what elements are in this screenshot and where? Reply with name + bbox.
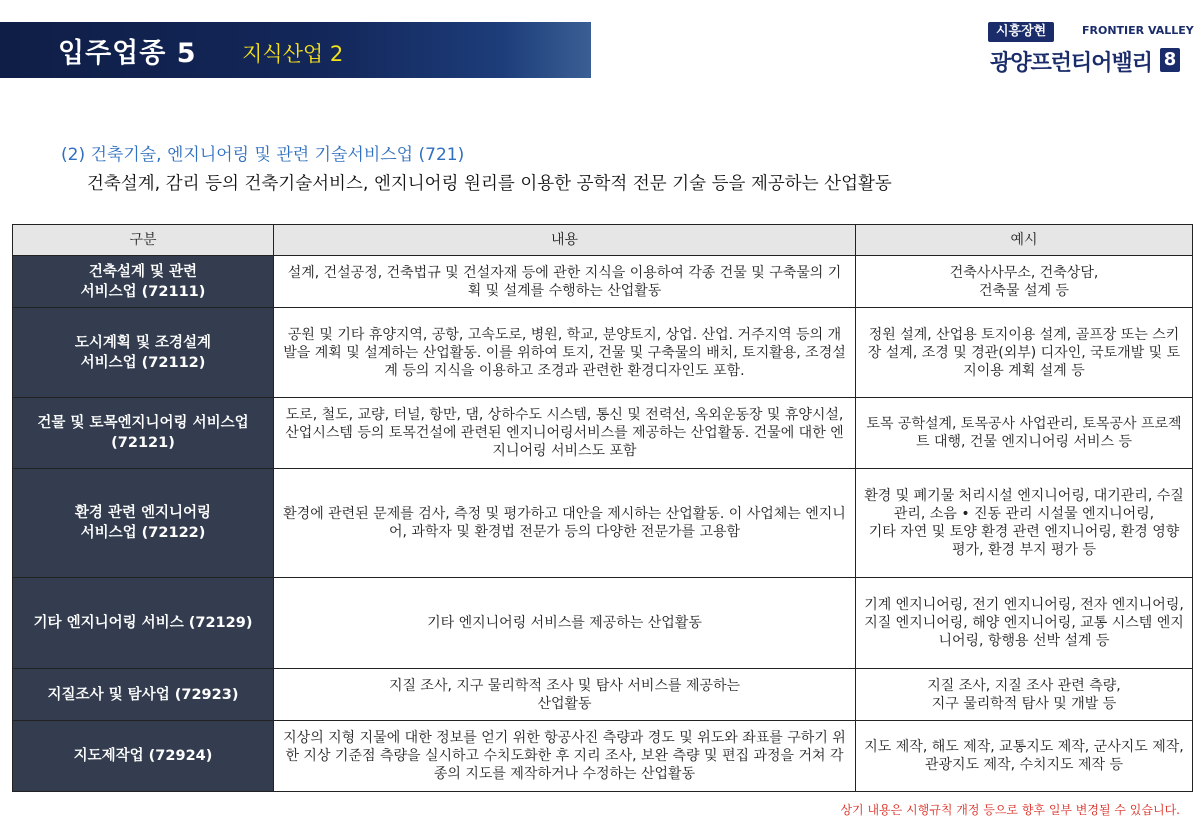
industry-table — [12, 224, 1193, 792]
table-row — [13, 398, 1193, 469]
row-category: 지질조사 및 탐사업 (72923) — [13, 669, 274, 721]
table-row — [13, 669, 1193, 721]
footer-note: 상기 내용은 시행규칙 개정 등으로 향후 일부 변경될 수 있습니다. — [840, 803, 1180, 817]
logo-korean-name: 광양프런티어밸리 — [990, 51, 1153, 76]
row-category: 도시계획 및 조경설계 서비스업 (72112) — [13, 308, 274, 398]
table-row — [13, 721, 1193, 792]
logo-english-name: FRONTIER VALLEY — [1082, 24, 1194, 37]
row-content: 지상의 지형 지물에 대한 정보를 얻기 위한 항공사진 측량과 경도 및 위도와 좌표를 구하기 위한 지상 기준점 측량을 실시하고 수치도화한 후 지리 조사, 보완 측량 및 편집 과정을 거쳐 각종의 지도를 제작하거나 수정하는 산업활동 — [274, 721, 856, 792]
row-example: 지도 제작, 해도 제작, 교통지도 제작, 군사지도 제작, 관광지도 제작, 수치지도 제작 등 — [856, 721, 1193, 792]
header-banner — [0, 22, 591, 78]
row-category: 환경 관련 엔지니어링 서비스업 (72122) — [13, 469, 274, 578]
header-content: 내용 — [274, 225, 856, 256]
table-row — [13, 256, 1193, 308]
row-example: 건축사사무소, 건축상담, 건축물 설계 등 — [856, 256, 1193, 308]
row-content: 설계, 건설공정, 건축법규 및 건설자재 등에 관한 지식을 이용하여 각종 건물 및 구축물의 기획 및 설계를 수행하는 산업활동 — [274, 256, 856, 308]
header-category: 구분 — [13, 225, 274, 256]
page-title: 입주업종 5 — [58, 38, 197, 69]
page-subtitle: 지식산업 2 — [242, 42, 344, 66]
row-category: 건물 및 토목엔지니어링 서비스업 (72121) — [13, 398, 274, 469]
row-example: 토목 공학설계, 토목공사 사업관리, 토목공사 프로젝트 대행, 건물 엔지니어링 서비스 등 — [856, 398, 1193, 469]
table-header-row — [13, 225, 1193, 256]
logo-number: 8 — [1160, 48, 1180, 72]
row-category: 기타 엔지니어링 서비스 (72129) — [13, 578, 274, 669]
row-example: 정원 설계, 산업용 토지이용 설계, 골프장 또는 스키장 설계, 조경 및 경관(외부) 디자인, 국토개발 및 토지이용 계획 설계 등 — [856, 308, 1193, 398]
row-category: 건축설계 및 관련 서비스업 (72111) — [13, 256, 274, 308]
frontier-valley-logo — [988, 22, 1194, 76]
table-row — [13, 469, 1193, 578]
section-title: (2) 건축기술, 엔지니어링 및 관련 기술서비스업 (721) — [61, 145, 465, 165]
row-example: 환경 및 폐기물 처리시설 엔지니어링, 대기관리, 수질 관리, 소음 • 진동 관리 시설물 엔지니어링, 기타 자연 및 토양 환경 관련 엔지니어링, 환경 영향 평가, 환경 부지 평가 등 — [856, 469, 1193, 578]
row-category: 지도제작업 (72924) — [13, 721, 274, 792]
row-content: 도로, 철도, 교량, 터널, 항만, 댐, 상하수도 시스템, 통신 및 전력선, 옥외운동장 및 휴양시설, 산업시스템 등의 토목건설에 관련된 엔지니어링서비스를 제공하는 산업활동. 건물에 대한 엔지니어링 서비스도 포함 — [274, 398, 856, 469]
table-row — [13, 308, 1193, 398]
row-example: 기계 엔지니어링, 전기 엔지니어링, 전자 엔지니어링, 지질 엔지니어링, 해양 엔지니어링, 교통 시스템 엔지니어링, 항행용 선박 설계 등 — [856, 578, 1193, 669]
header-example: 예시 — [856, 225, 1193, 256]
row-content: 환경에 관련된 문제를 검사, 측정 및 평가하고 대안을 제시하는 산업활동. 이 사업체는 엔지니어, 과학자 및 환경법 전문가 등의 다양한 전문가를 고용함 — [274, 469, 856, 578]
row-content: 공원 및 기타 휴양지역, 공항, 고속도로, 병원, 학교, 분양토지, 상업. 산업. 거주지역 등의 개발을 계획 및 설계하는 산업활동. 이를 위하여 토지, 건물 및 구축물의 배치, 토지활용, 조경설계 등의 지식을 이용하고 조경과 관련한 환경디자인도 포함. — [274, 308, 856, 398]
section-description: 건축설계, 감리 등의 건축기술서비스, 엔지니어링 원리를 이용한 공학적 전문 기술 등을 제공하는 산업활동 — [87, 174, 892, 194]
row-content: 지질 조사, 지구 물리학적 조사 및 탐사 서비스를 제공하는 산업활동 — [274, 669, 856, 721]
row-example: 지질 조사, 지질 조사 관련 측량, 지구 물리학적 탐사 및 개발 등 — [856, 669, 1193, 721]
table-row — [13, 578, 1193, 669]
row-content: 기타 엔지니어링 서비스를 제공하는 산업활동 — [274, 578, 856, 669]
logo-badge: 시흥장현 — [988, 22, 1054, 42]
